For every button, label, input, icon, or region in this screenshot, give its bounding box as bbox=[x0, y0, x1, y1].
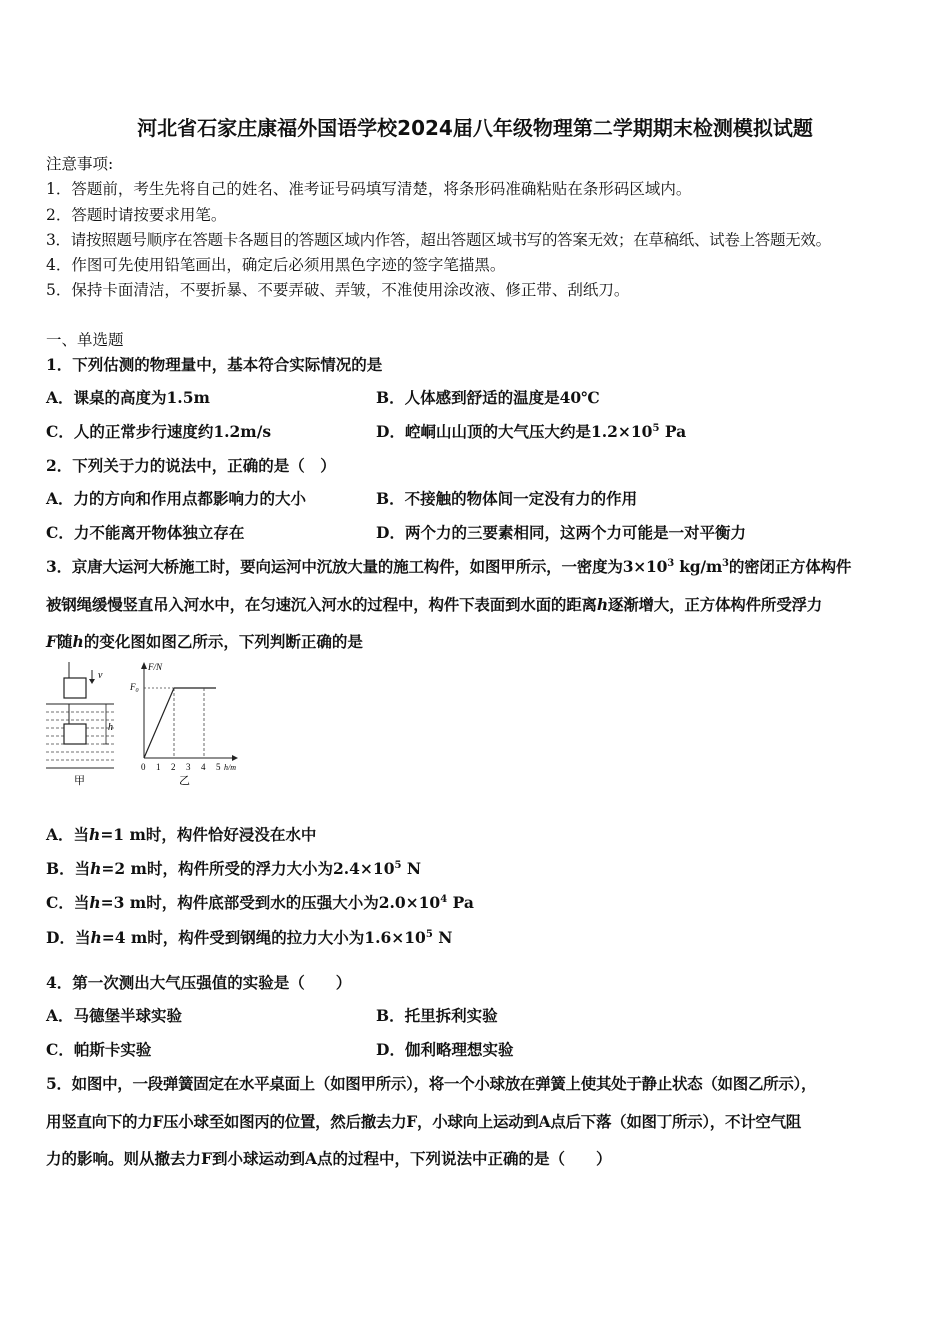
figure-jia bbox=[46, 662, 114, 787]
q3-d-var: h bbox=[90, 928, 102, 947]
figure-yi-caption: 乙 bbox=[179, 775, 190, 787]
q4-option-c: C．帕斯卡实验 bbox=[46, 1040, 152, 1059]
tick-0: 0 bbox=[141, 762, 146, 772]
q3-b-pre: B．当 bbox=[46, 859, 91, 878]
q3-d-mid: =4 m时，构件受到钢绳的拉力大小为1.6×10 bbox=[101, 928, 426, 947]
q2-stem: 2．下列关于力的说法中，正确的是（ ） bbox=[46, 456, 336, 475]
q3-b-mid: =2 m时，构件所受的浮力大小为2.4×10 bbox=[101, 859, 395, 878]
notice-item-5: 5．保持卡面清洁，不要折暴、不要弄破、弄皱，不准使用涂改液、修正带、刮纸刀。 bbox=[46, 281, 630, 299]
q1-stem: 1．下列估测的物理量中，基本符合实际情况的是 bbox=[46, 355, 383, 374]
figure-yi-graph bbox=[129, 662, 238, 787]
q4-option-b: B．托里拆利实验 bbox=[376, 1006, 498, 1025]
q3-l3-var1: F bbox=[46, 632, 58, 651]
q3-a-pre: A．当 bbox=[46, 825, 90, 844]
q3-a-var: h bbox=[89, 825, 101, 844]
q3-l2-var: h bbox=[596, 595, 608, 614]
q3-l3-var2: h bbox=[72, 632, 84, 651]
tick-5: 5 bbox=[216, 762, 221, 772]
q3-c-exp: 4 bbox=[440, 893, 448, 905]
q1-d-unit: Pa bbox=[659, 422, 687, 441]
block-above-water bbox=[64, 678, 86, 698]
graph-x-label: h/m bbox=[224, 763, 236, 772]
tick-1: 1 bbox=[156, 762, 161, 772]
q3-c-unit: Pa bbox=[447, 893, 474, 912]
q3-l1-tail: 的密闭正方体构件 bbox=[728, 557, 852, 576]
notice-item-2: 2．答题时请按要求用笔。 bbox=[46, 206, 227, 224]
q3-c-pre: C．当 bbox=[46, 893, 90, 912]
q4-option-d: D．伽利略理想实验 bbox=[376, 1040, 514, 1059]
notice-heading: 注意事项: bbox=[46, 155, 114, 173]
q3-l2-text: 被钢绳缓慢竖直吊入河水中，在匀速沉入河水的过程中，构件下表面到水面的距离 bbox=[46, 595, 597, 614]
q3-l1-exp2: 3 bbox=[722, 557, 729, 569]
q3-l3-tail: 的变化图如图乙所示，下列判断正确的是 bbox=[83, 632, 363, 651]
q3-d-exp: 5 bbox=[425, 928, 433, 940]
tick-4: 4 bbox=[201, 762, 206, 772]
q2-option-d: D．两个力的三要素相同，这两个力可能是一对平衡力 bbox=[376, 523, 746, 542]
page-title: 河北省石家庄康福外国语学校2024届八年级物理第二学期期末检测模拟试题 bbox=[137, 116, 813, 140]
q1-option-c: C．人的正常步行速度约1.2m/s bbox=[46, 422, 272, 441]
section-heading: 一、单选题 bbox=[46, 331, 124, 349]
figure-jia-caption: 甲 bbox=[74, 775, 85, 787]
q1-d-text: D．崆峒山山顶的大气压大约是1.2×10 bbox=[376, 422, 653, 441]
notice-item-1: 1．答题前，考生先将自己的姓名、准考证号码填写清楚，将条形码准确粘贴在条形码区域内。 bbox=[46, 180, 692, 198]
q3-l2-tail: 逐渐增大，正方体构件所受浮力 bbox=[607, 595, 823, 614]
q2-option-c: C．力不能离开物体独立存在 bbox=[46, 523, 245, 542]
q1-option-d bbox=[376, 420, 686, 442]
q3-b-var: h bbox=[90, 859, 102, 878]
q5-stem-line-1: 5．如图中，一段弹簧固定在水平桌面上（如图甲所示），将一个小球放在弹簧上使其处于静止状态（如图乙所示）， bbox=[46, 1074, 817, 1093]
q3-option-a bbox=[46, 823, 316, 845]
block-submerged bbox=[64, 724, 86, 744]
q3-l1-unit: kg/m bbox=[674, 557, 723, 576]
q3-c-var: h bbox=[89, 893, 101, 912]
graph-y-label: F/N bbox=[148, 662, 163, 672]
q3-b-exp: 5 bbox=[394, 859, 402, 871]
graph-f0-label: $F_0$ bbox=[130, 682, 139, 694]
q3-stem-line-1 bbox=[46, 555, 851, 577]
q3-d-unit: N bbox=[432, 928, 453, 947]
depth-label: h bbox=[108, 722, 113, 733]
q3-stem-line-2 bbox=[46, 593, 822, 615]
q5-stem-line-2: 用竖直向下的力F压小球至如图丙的位置，然后撤去力F，小球向上运动到A点后下落（如图丁所示），不计空气阻 bbox=[46, 1112, 801, 1131]
notice-item-4: 4．作图可先使用铅笔画出，确定后必须用黑色字迹的签字笔描黑。 bbox=[46, 256, 506, 274]
q1-option-a: A．课桌的高度为1.5m bbox=[46, 388, 210, 407]
q1-d-exponent: 5 bbox=[652, 422, 660, 434]
notice-item-3: 3．请按照题号顺序在答题卡各题目的答题区域内作答，超出答题区域书写的答案无效；在草稿纸、试卷上答题无效。 bbox=[46, 231, 831, 249]
velocity-label: v bbox=[98, 670, 103, 681]
q3-option-d bbox=[46, 926, 452, 948]
q5-stem-line-3: 力的影响。则从撤去力F到小球运动到A点的过程中，下列说法中正确的是（ ） bbox=[46, 1149, 612, 1168]
q3-l1-exp1: 3 bbox=[667, 557, 674, 569]
tick-2: 2 bbox=[171, 762, 176, 772]
tick-3: 3 bbox=[186, 762, 191, 772]
q3-option-b bbox=[46, 857, 421, 879]
q2-option-b: B．不接触的物体间一定没有力的作用 bbox=[376, 489, 638, 508]
graph-rising-segment bbox=[144, 688, 174, 758]
q2-option-a: A．力的方向和作用点都影响力的大小 bbox=[46, 489, 307, 508]
q1-option-b: B．人体感到舒适的温度是40℃ bbox=[376, 388, 600, 407]
q3-figure bbox=[44, 660, 244, 788]
q3-stem-line-3 bbox=[46, 630, 363, 652]
q3-a-post: =1 m时，构件恰好浸没在水中 bbox=[100, 825, 317, 844]
q3-d-pre: D．当 bbox=[46, 928, 91, 947]
q4-option-a: A．马德堡半球实验 bbox=[46, 1006, 183, 1025]
q3-l3-mid: 随 bbox=[57, 632, 73, 651]
q3-c-mid: =3 m时，构件底部受到水的压强大小为2.0×10 bbox=[100, 893, 441, 912]
q3-option-c bbox=[46, 891, 474, 913]
q3-b-unit: N bbox=[401, 859, 422, 878]
q4-stem: 4．第一次测出大气压强值的实验是（ ） bbox=[46, 973, 352, 992]
q3-l1-text: 3．京唐大运河大桥施工时，要向运河中沉放大量的施工构件，如图甲所示，一密度为3×10 bbox=[46, 557, 668, 576]
